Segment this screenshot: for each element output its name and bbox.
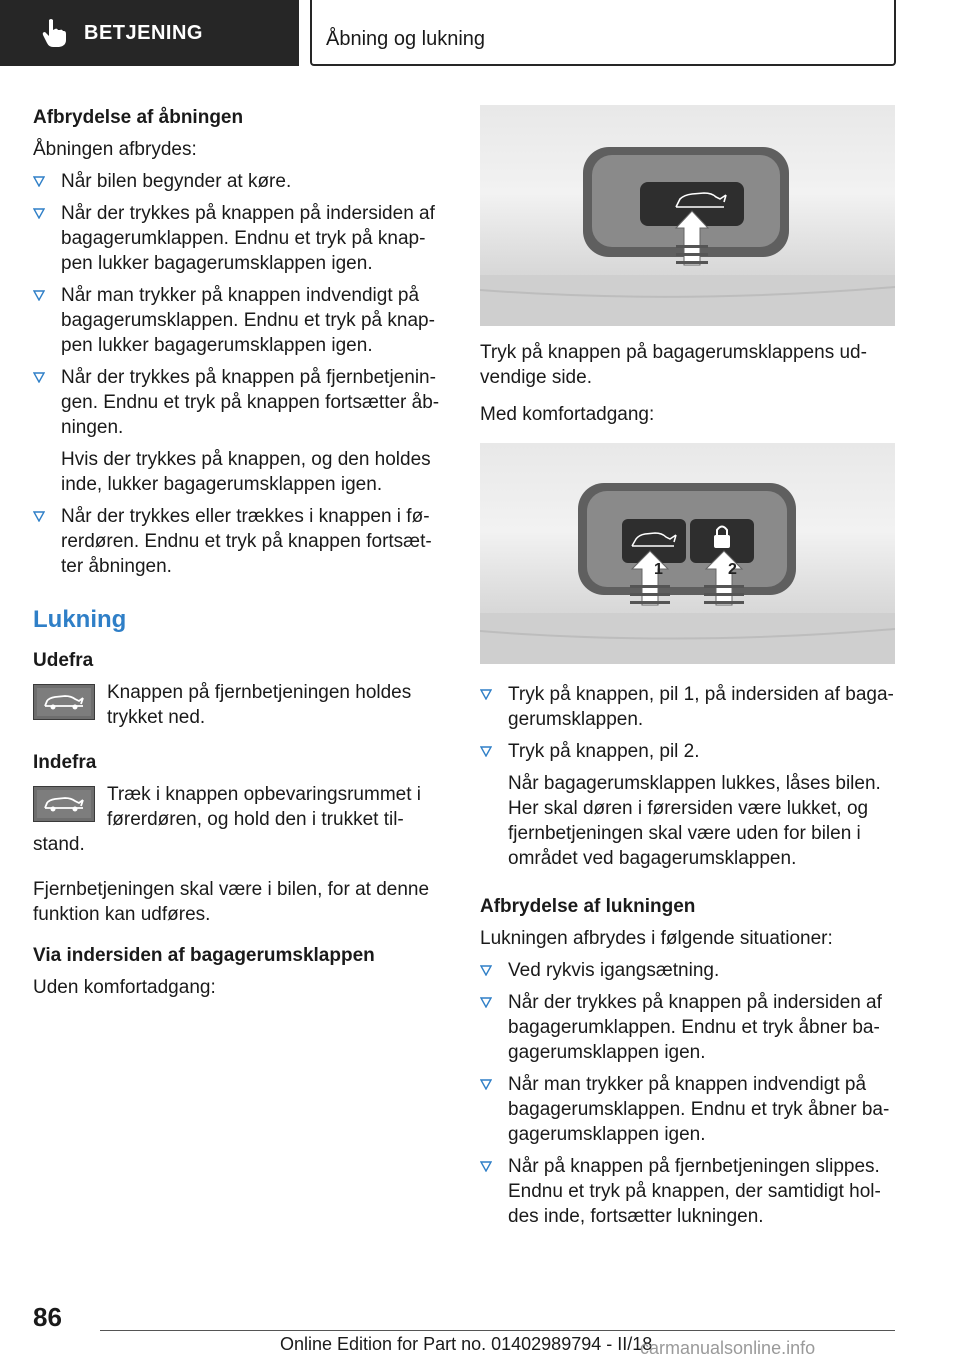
- page-title: Åbning og lukning: [326, 28, 486, 50]
- list-item: [33, 201, 443, 276]
- hand-pointer-icon: [40, 18, 68, 48]
- triangle-bullet-icon: [33, 176, 45, 187]
- list-item-text: Når man trykker på knappen indvendigt på bagagerumsklappen. Endnu et tryk på knappen lukker bagagerumsklappen igen.: [61, 285, 435, 356]
- tailgate-button-illustration: [480, 105, 895, 326]
- paragraph-with-comfort: Med komfortadgang:: [480, 404, 655, 425]
- car-trunk-button-icon: [33, 684, 95, 720]
- list-item-text: Når man trykker på knappen indvendigt på bagagerumsklappen. Endnu et tryk åbner bagagerumsklappen igen.: [508, 1074, 890, 1145]
- arrow-1-label: 1: [654, 561, 663, 578]
- left-column: [33, 105, 443, 1007]
- triangle-bullet-icon: [33, 511, 45, 522]
- list-item-text: Når på knappen på fjernbetjeningen slippes. Endnu et tryk på knappen, der samtidigt holdes inde, fortsætter lukningen.: [508, 1156, 881, 1227]
- list-item: [480, 1072, 895, 1147]
- triangle-bullet-icon: [480, 746, 492, 757]
- page-header: [0, 0, 960, 66]
- triangle-bullet-icon: [33, 372, 45, 383]
- page-footer: [0, 1290, 960, 1362]
- list-item-text: Når der trykkes på knappen på fjernbetjeningen. Endnu et tryk på knappen fortsætter åbningen.: [61, 367, 440, 438]
- list-item: [480, 739, 895, 764]
- triangle-bullet-icon: [480, 965, 492, 976]
- abort-opening-list: [33, 169, 443, 579]
- list-item: [480, 958, 895, 983]
- outside-text: Knappen på fjernbetjeningen holdes trykket ned.: [107, 682, 412, 728]
- list-item-text: Når bilen begynder at køre.: [61, 171, 292, 192]
- list-item-text: Når der trykkes på knappen på indersiden af bagagerumklappen. Endnu et tryk på knappen lukker bagagerumsklappen igen.: [61, 203, 435, 274]
- page-title-tab: [310, 0, 896, 66]
- triangle-bullet-icon: [480, 689, 492, 700]
- list-item: [480, 1154, 895, 1229]
- comfort-access-illustration: [480, 443, 895, 664]
- heading-abort-opening: Afbrydelse af åbningen: [33, 107, 244, 128]
- heading-closing: Lukning: [33, 606, 127, 633]
- heading-via-inside: Via indersiden af bagagerumsklappen: [33, 945, 375, 966]
- comfort-access-list: [480, 682, 895, 871]
- watermark-text: carmanualsonline.info: [640, 1338, 816, 1358]
- arrow-2-label: 2: [728, 561, 737, 578]
- list-item: [480, 990, 895, 1065]
- comfort-access-buttons-image: [480, 443, 895, 664]
- footer-divider: [100, 1330, 895, 1331]
- list-item: [480, 682, 895, 732]
- heading-abort-closing: Afbrydelse af lukningen: [480, 896, 696, 917]
- section-label: BETJENING: [84, 21, 203, 44]
- list-item-subtext: Hvis der trykkes på knappen, og den holdes inde, lukker bagagerumsklappen igen.: [61, 449, 431, 495]
- page-number: 86: [33, 1302, 62, 1332]
- inside-instruction: [33, 782, 443, 857]
- triangle-bullet-icon: [480, 1079, 492, 1090]
- section-tab[interactable]: [0, 0, 299, 66]
- triangle-bullet-icon: [480, 997, 492, 1008]
- inside-text: Træk i knappen opbevaringsrummet i førerdøren, og hold den i trukket tilstand.: [33, 784, 421, 855]
- list-item: [33, 504, 443, 579]
- triangle-bullet-icon: [33, 208, 45, 219]
- outside-instruction: [33, 680, 443, 730]
- list-item: [33, 283, 443, 358]
- triangle-bullet-icon: [33, 290, 45, 301]
- right-column: [480, 105, 895, 1236]
- paragraph-without-comfort: Uden komfortadgang:: [33, 977, 216, 998]
- paragraph-remote: Fjernbetjeningen skal være i bilen, for at denne funktion kan udføres.: [33, 879, 430, 925]
- car-trunk-button-icon: [33, 786, 95, 822]
- paragraph-abort-closing: Lukningen afbrydes i følgende situationer:: [480, 928, 833, 949]
- list-item-text: Når der trykkes eller trækkes i knappen i førerdøren. Endnu et tryk på knappen fortsætter åbningen.: [61, 506, 432, 577]
- edition-text: Online Edition for Part no. 01402989794 - II/18: [280, 1334, 653, 1354]
- list-item-text: Ved rykvis igangsætning.: [508, 960, 720, 981]
- caption-tailgate-button: Tryk på knappen på bagagerumsklappens udvendige side.: [480, 342, 867, 388]
- heading-inside: Indefra: [33, 752, 97, 773]
- list-item-text: Tryk på knappen, pil 1, på indersiden af bagagerumsklappen.: [508, 684, 894, 730]
- tailgate-button-image: [480, 105, 895, 326]
- list-item: [33, 169, 443, 194]
- list-item-subtext: Når bagagerumsklappen lukkes, låses bilen. Her skal døren i førersiden være lukket, og fjernbetjeningen skal være uden for bilen i området ved bagagerumsklappen.: [508, 773, 881, 869]
- abort-closing-list: [480, 958, 895, 1229]
- list-item-text: Tryk på knappen, pil 2.: [508, 741, 700, 762]
- list-item: [33, 365, 443, 440]
- list-item-text: Når der trykkes på knappen på indersiden af bagagerumklappen. Endnu et tryk åbner bagagerumsklappen igen.: [508, 992, 882, 1063]
- triangle-bullet-icon: [480, 1161, 492, 1172]
- heading-outside: Udefra: [33, 650, 94, 671]
- paragraph-abort-opening: Åbningen afbrydes:: [33, 139, 197, 160]
